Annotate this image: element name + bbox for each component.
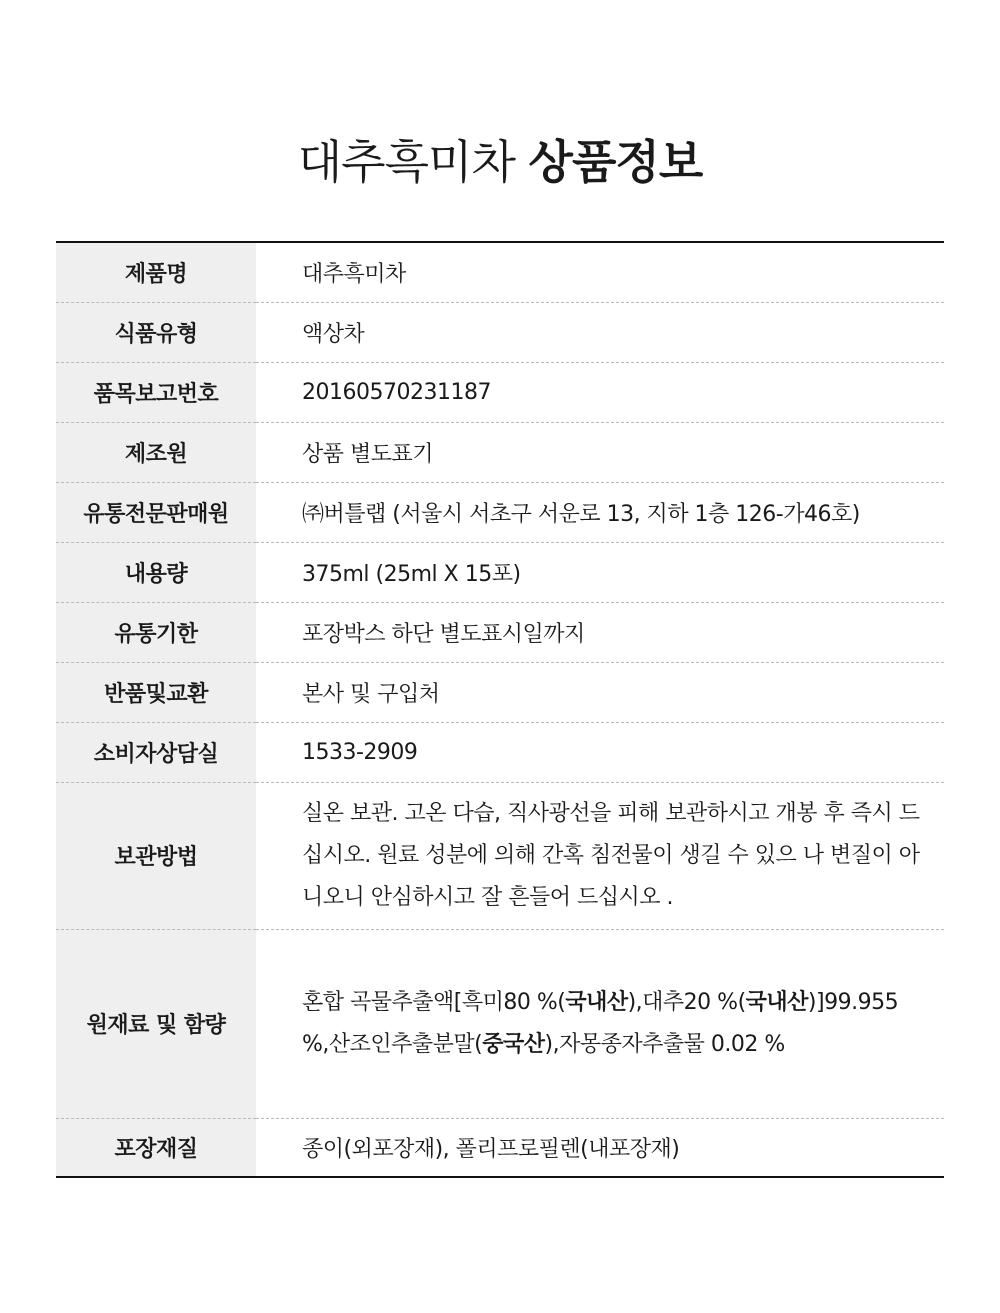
ingredients-text: ),대추20 %(: [627, 989, 746, 1015]
row-value-storage: [256, 782, 944, 929]
row-label-packaging: 포장재질: [56, 1118, 256, 1177]
ingredients-line: [302, 1024, 928, 1066]
table-row: [56, 422, 944, 482]
row-value-ingredients: [256, 929, 944, 1118]
page-title-product: 대추흑미차: [297, 135, 515, 189]
ingredients-text: ),자몽종자추출물 0.02 %: [544, 1031, 785, 1057]
table-row: [56, 542, 944, 602]
table-row: [56, 242, 944, 302]
table-row: [56, 362, 944, 422]
row-label-food-type: 식품유형: [56, 302, 256, 362]
row-value-customer-service: 1533-2909: [256, 722, 944, 782]
ingredients-text: %,산조인추출분말(: [302, 1031, 483, 1057]
row-value-returns: 본사 및 구입처: [256, 662, 944, 722]
row-value-manufacturer: 상품 별도표기: [256, 422, 944, 482]
row-label-distributor: 유통전문판매원: [56, 482, 256, 542]
table-row: [56, 782, 944, 929]
page-title-suffix: 상품정보: [528, 135, 703, 189]
storage-line: 니오니 안심하시고 잘 흔들어 드십시오 .: [302, 884, 673, 910]
table-row: [56, 302, 944, 362]
row-value-report-number: 20160570231187: [256, 362, 944, 422]
table-row: [56, 929, 944, 1118]
ingredients-text: 혼합 곡물추출액[흑미80 %(: [302, 989, 566, 1015]
table-row: [56, 1118, 944, 1177]
ingredients-origin: 국내산: [745, 989, 808, 1015]
row-value-food-type: 액상차: [256, 302, 944, 362]
storage-line: 실온 보관. 고온 다습, 직사광선을 피해 보관하시고 개봉 후 즉시 드: [302, 800, 920, 826]
row-label-customer-service: 소비자상담실: [56, 722, 256, 782]
row-label-ingredients: 원재료 및 함량: [56, 929, 256, 1118]
row-label-expiry: 유통기한: [56, 602, 256, 662]
ingredients-origin: 중국산: [482, 1031, 545, 1057]
table-row: [56, 722, 944, 782]
row-value-product-name: 대추흑미차: [302, 261, 406, 287]
table-row: [56, 662, 944, 722]
ingredients-origin: 국내산: [565, 989, 628, 1015]
row-value-packaging: 종이(외포장재), 폴리프로필렌(내포장재): [256, 1118, 944, 1177]
row-label-manufacturer: 제조원: [56, 422, 256, 482]
row-label-volume: 내용량: [56, 542, 256, 602]
product-info-table: [56, 241, 944, 1178]
row-value-expiry: 포장박스 하단 별도표시일까지: [256, 602, 944, 662]
table-row: [56, 602, 944, 662]
table-row: [56, 482, 944, 542]
ingredients-text: )]99.955: [807, 989, 899, 1015]
row-label-product-name: 제품명: [56, 242, 256, 302]
row-value-volume: 375ml (25ml X 15포): [256, 542, 944, 602]
storage-line: 십시오. 원료 성분에 의해 간혹 침전물이 생길 수 있으 나 변질이 아: [302, 842, 920, 868]
row-value-distributor: ㈜버틀랩 (서울시 서초구 서운로 13, 지하 1층 126-가46호): [256, 482, 944, 542]
row-label-report-number: 품목보고번호: [56, 362, 256, 422]
page-title: [0, 130, 1000, 194]
row-label-returns: 반품및교환: [56, 662, 256, 722]
row-label-storage: 보관방법: [56, 782, 256, 929]
ingredients-line: [302, 982, 928, 1024]
